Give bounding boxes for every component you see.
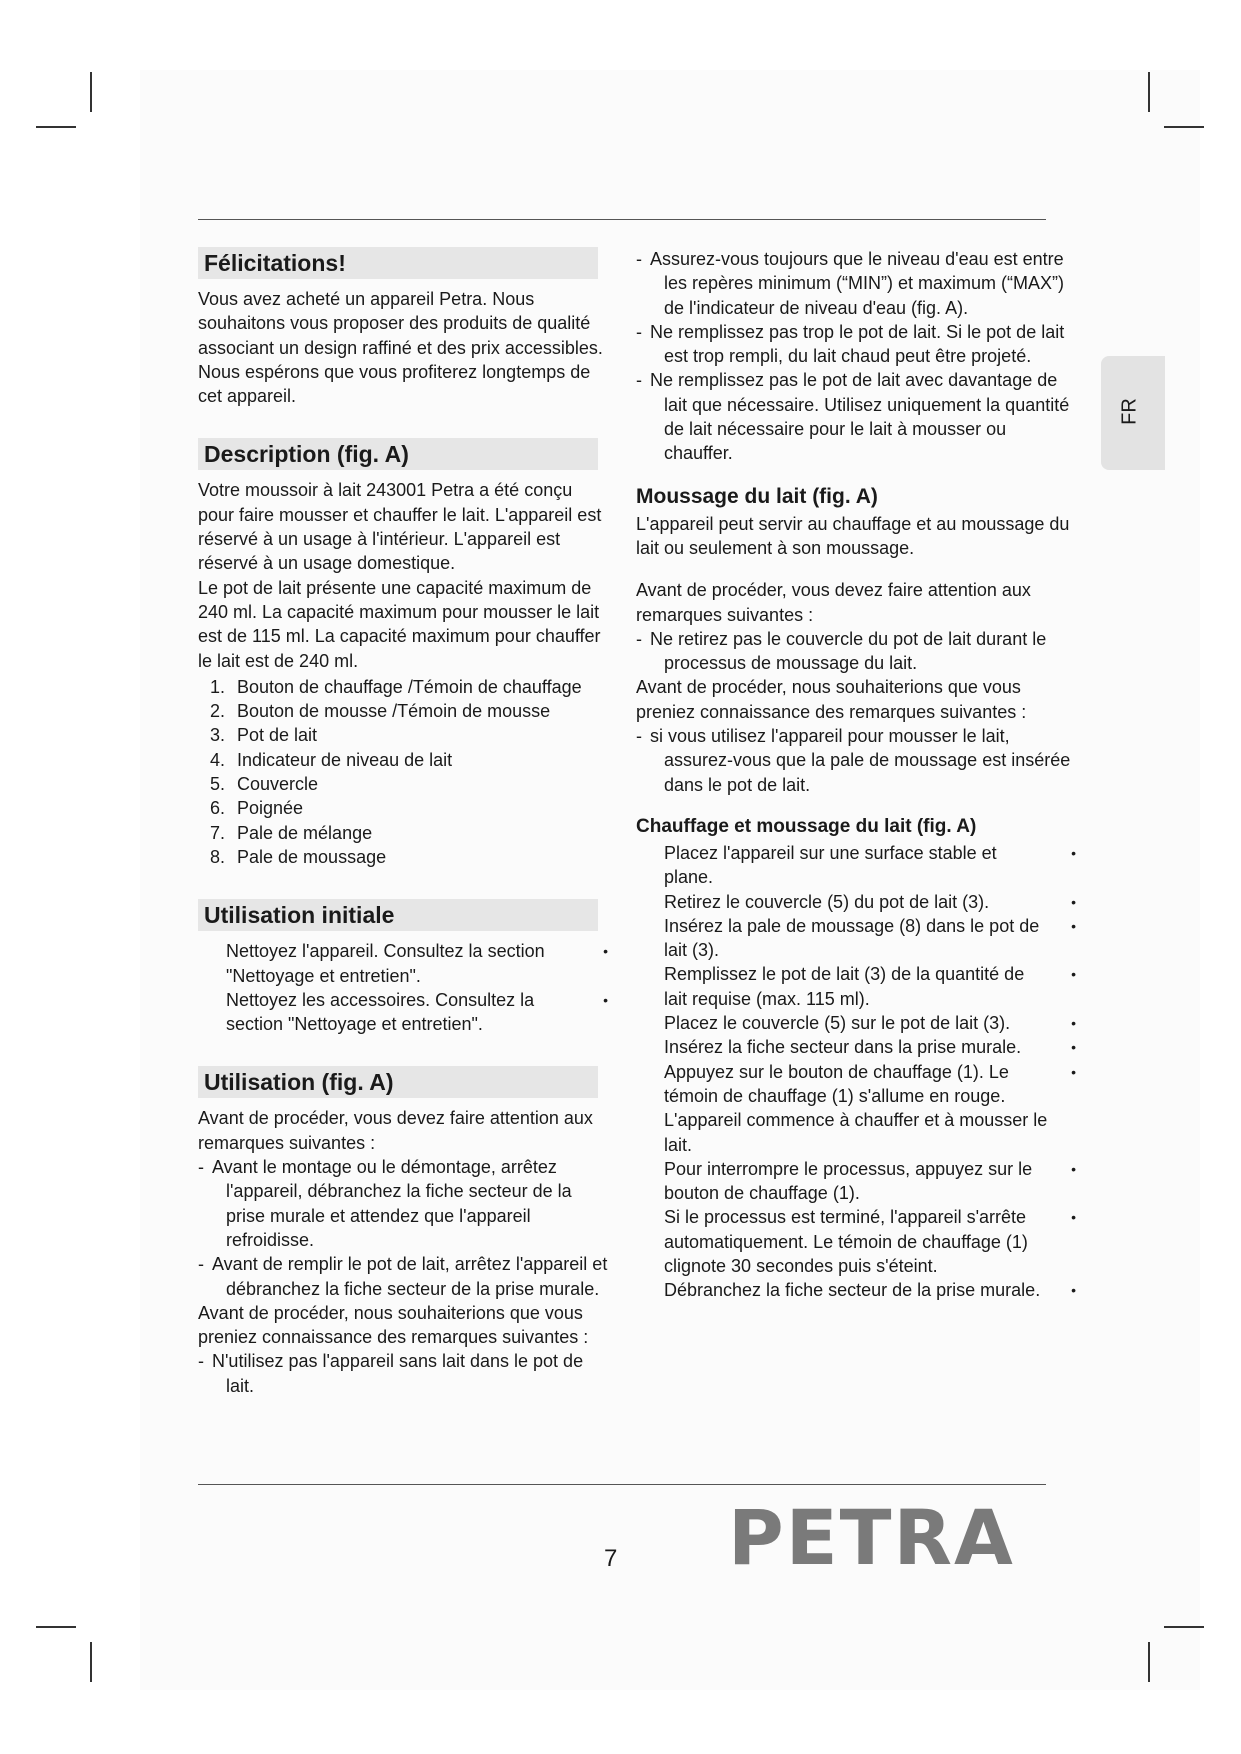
crop-mark — [36, 1626, 76, 1628]
felicitations-text: Vous avez acheté un appareil Petra. Nous souhaitons vous proposer des produits de qualité associant un design raffiné et des prix accessibles. Nous espérons que vous profiterez longtemps de cet appareil. — [198, 289, 603, 407]
description-text: Votre moussoir à lait 243001 Petra a été conçu pour faire mousser et chauffer le lait. L'appareil est réservé à un usage à l'intérieur. L'appareil est réservé à un usage domestique. — [198, 480, 602, 574]
crop-mark — [36, 126, 76, 128]
list-item: Débranchez la fiche secteur de la prise murale. • — [664, 1278, 1076, 1302]
list-item: Appuyez sur le bouton de chauffage (1). Le témoin de chauffage (1) s'allume en rouge. L'appareil commence à chauffer et à mousser le lait. • — [664, 1060, 1076, 1157]
page-number: 7 — [604, 1545, 618, 1572]
crop-mark — [1164, 126, 1204, 128]
list-item: Insérez la fiche secteur dans la prise murale. • — [664, 1035, 1076, 1059]
utilisation-intro: Avant de procéder, vous devez faire attention aux remarques suivantes : — [198, 1108, 593, 1153]
utilisation-notes — [198, 1349, 608, 1398]
crop-mark — [1148, 1642, 1150, 1682]
list-item: Retirez le couvercle (5) du pot de lait (3). • — [664, 890, 1076, 914]
list-item: Placez l'appareil sur une surface stable et plane. • — [664, 841, 1076, 890]
bottom-rule — [198, 1484, 1046, 1485]
utilisation-warnings — [198, 1155, 608, 1301]
section-heading-utilisation: Utilisation (fig. A) — [198, 1066, 598, 1098]
list-item: Pour interrompre le processus, appuyez sur le bouton de chauffage (1). • — [664, 1157, 1076, 1206]
utilisation-intro-2: Avant de procéder, nous souhaiterions que vous preniez connaissance des remarques suivantes : — [198, 1302, 589, 1348]
initial-use-list — [198, 939, 608, 1036]
moussage-notes — [636, 724, 1076, 797]
list-item: 4. Indicateur de niveau de lait — [210, 749, 453, 770]
list-item: - N'utilisez pas l'appareil sans lait dans le pot de lait. — [198, 1349, 608, 1398]
left-column — [198, 247, 608, 1398]
list-item: 7. Pale de mélange — [210, 822, 373, 843]
list-item: Remplissez le pot de lait (3) de la quantité de lait requise (max. 115 ml). • — [664, 962, 1076, 1011]
list-item: - si vous utilisez l'appareil pour mousser le lait, assurez-vous que la pale de moussage est insérée dans le pot de lait. — [636, 724, 1076, 797]
list-item: - Avant de remplir le pot de lait, arrêtez l'appareil et débranchez la fiche secteur de la prise murale. — [198, 1252, 608, 1301]
list-item: Nettoyez les accessoires. Consultez la section "Nettoyage et entretien". • — [226, 988, 608, 1037]
section-heading-utilisation-initiale: Utilisation initiale — [198, 899, 598, 931]
list-item: - Ne remplissez pas trop le pot de lait. Si le pot de lait est trop rempli, du lait chaud peut être projeté. — [636, 320, 1076, 369]
list-item: 6. Poignée — [210, 798, 304, 819]
list-item: 1. Bouton de chauffage /Témoin de chauffage — [210, 676, 582, 697]
section-heading-description: Description (fig. A) — [198, 438, 598, 470]
moussage-intro-2: Avant de procéder, nous souhaiterions que vous preniez connaissance des remarques suivantes : — [636, 677, 1027, 722]
crop-mark — [1164, 1626, 1204, 1628]
moussage-intro: Avant de procéder, vous devez faire attention aux remarques suivantes : — [636, 580, 1031, 625]
crop-mark — [90, 1642, 92, 1682]
crop-mark — [1148, 72, 1150, 112]
section-heading-chauffage: Chauffage et moussage du lait (fig. A) — [636, 815, 977, 837]
section-heading-felicitations: Félicitations! — [198, 247, 598, 279]
list-item: 3. Pot de lait — [210, 725, 318, 746]
right-column — [636, 247, 1076, 1303]
top-rule — [198, 219, 1046, 220]
list-item: Placez le couvercle (5) sur le pot de lait (3). • — [664, 1011, 1076, 1035]
list-item: Si le processus est terminé, l'appareil s'arrête automatiquement. Le témoin de chauffage (1) clignote 30 secondes puis s'éteint. • — [664, 1205, 1076, 1278]
moussage-text: L'appareil peut servir au chauffage et au moussage du lait ou seulement à son moussage. — [636, 513, 1070, 558]
list-item: - Assurez-vous toujours que le niveau d'eau est entre les repères minimum (“MIN”) et maximum (“MAX”) de l'indicateur de niveau d'eau (fig. A). — [636, 247, 1076, 320]
list-item: - Ne remplissez pas le pot de lait avec davantage de lait que nécessaire. Utilisez uniquement la quantité de lait nécessaire pour le lait à mousser ou chauffer. — [636, 368, 1076, 465]
list-item: Nettoyez l'appareil. Consultez la section "Nettoyage et entretien". • — [226, 939, 608, 988]
list-item: 8. Pale de moussage — [210, 846, 387, 867]
language-tab-label: FR — [1118, 398, 1141, 425]
chauffage-steps — [636, 841, 1076, 1303]
list-item: 2. Bouton de mousse /Témoin de mousse — [210, 701, 551, 722]
crop-mark — [90, 72, 92, 112]
list-item: Insérez la pale de moussage (8) dans le pot de lait (3). • — [664, 914, 1076, 963]
section-heading-moussage: Moussage du lait (fig. A) — [636, 484, 878, 508]
brand-logo: PETRA — [728, 1493, 1015, 1582]
list-item: - Ne retirez pas le couvercle du pot de lait durant le processus de moussage du lait. — [636, 627, 1076, 676]
moussage-warnings — [636, 627, 1076, 676]
parts-list — [198, 675, 608, 869]
description-capacity-text: Le pot de lait présente une capacité maximum de 240 ml. La capacité maximum pour mousser le lait est de 115 ml. La capacité maximum pour chauffer le lait est de 240 ml. — [198, 577, 601, 671]
list-item: 5. Couvercle — [210, 774, 319, 795]
list-item: - Avant le montage ou le démontage, arrêtez l'appareil, débranchez la fiche secteur de la prise murale et attendez que l'appareil refroidisse. — [198, 1155, 608, 1252]
utilisation-notes-continued — [636, 247, 1076, 466]
